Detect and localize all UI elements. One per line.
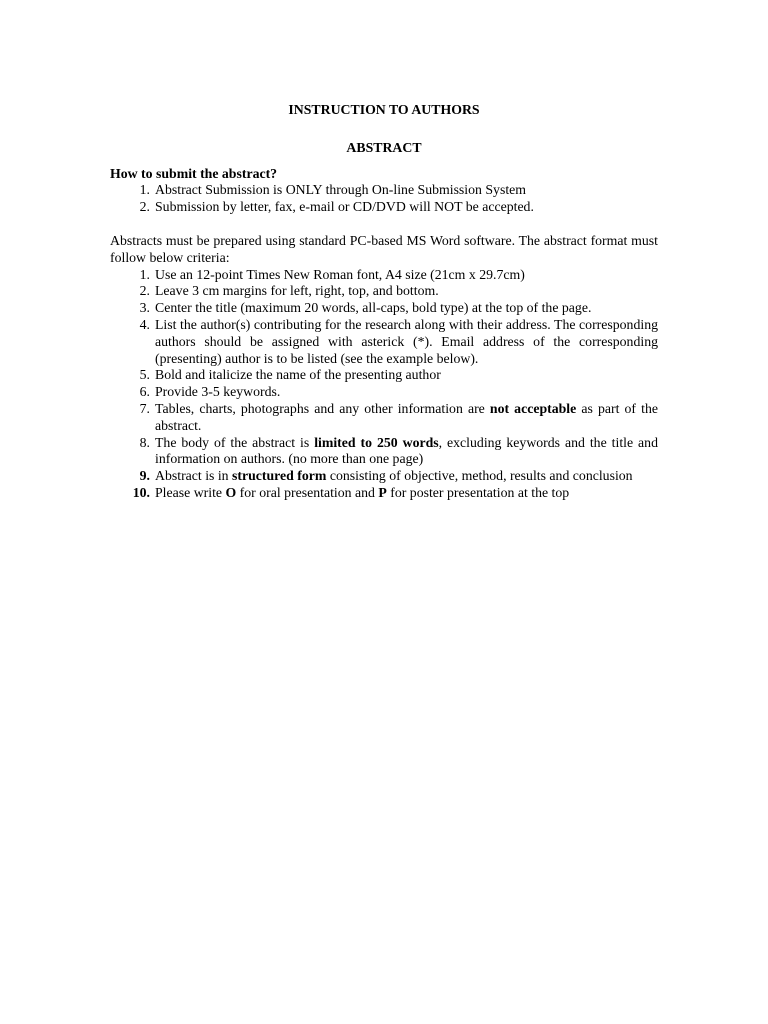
list-item-text: Abstract Submission is ONLY through On-line Submission System: [155, 182, 527, 198]
text-segment: consisting of objective, method, results and conclusion: [326, 468, 633, 484]
bold-text: O: [225, 484, 237, 500]
text-segment: for poster presentation at the top: [386, 484, 570, 500]
list-item-text: [155, 300, 591, 315]
list-item-text: [155, 468, 633, 483]
document-page: [110, 102, 658, 502]
list-item-number: 2.: [139, 283, 150, 299]
bold-text: limited to 250 words: [314, 434, 439, 450]
text-segment: Bold and italicize the name of the presenting author: [155, 367, 441, 383]
list-item-text: [155, 435, 658, 467]
list-item-text: [155, 384, 280, 399]
submit-heading: How to submit the abstract?: [110, 165, 278, 181]
bold-text: P: [378, 484, 387, 500]
list-item: [110, 401, 658, 435]
text-segment: The body of the abstract is: [155, 434, 315, 450]
text-segment: as part of the abstract.: [155, 400, 658, 433]
list-item: [110, 182, 658, 199]
list-item-number: 6.: [139, 384, 150, 400]
list-item: [110, 435, 658, 469]
text-segment: Provide 3-5 keywords.: [155, 384, 281, 400]
list-item-text: [155, 317, 658, 366]
bold-text: structured form: [232, 468, 327, 484]
list-item-text: [155, 367, 441, 382]
text-segment: Center the title (maximum 20 words, all-caps, bold type) at the top of the page.: [155, 300, 592, 316]
list-item-number: 5.: [139, 367, 150, 383]
submit-list: [110, 182, 658, 216]
text-segment: Abstract is in: [155, 468, 233, 484]
list-item-number: 4.: [139, 316, 150, 332]
list-item-number: 10.: [132, 484, 150, 500]
text-segment: Use an 12-point Times New Roman font, A4 size (21cm x 29.7cm): [155, 266, 525, 282]
list-item-number: 7.: [139, 400, 150, 416]
list-item: [110, 267, 658, 284]
list-item: [110, 367, 658, 384]
list-item: [110, 199, 658, 216]
list-item-number: 8.: [139, 434, 150, 450]
list-item: [110, 317, 658, 367]
list-item-number: 2.: [139, 199, 150, 215]
list-item-text: [155, 283, 439, 298]
text-segment: Tables, charts, photographs and any other information are: [155, 400, 490, 416]
list-item: [110, 300, 658, 317]
list-item: [110, 283, 658, 300]
bold-text: not acceptable: [489, 400, 577, 416]
section-title: ABSTRACT: [346, 139, 422, 155]
list-item-number: 1.: [139, 266, 150, 282]
text-segment: List the author(s) contributing for the research along with their address. The corresponding authors should be assigned with asterick (*). Email address of the corresponding (presenting) author is to be listed (see the example below).: [155, 316, 658, 366]
list-item-number: 1.: [139, 182, 150, 198]
list-item-number: 3.: [139, 300, 150, 316]
list-item: [110, 485, 658, 502]
text-segment: , excluding keywords and the title and information on authors. (no more than one page): [155, 434, 658, 467]
text-segment: Leave 3 cm margins for left, right, top, and bottom.: [155, 283, 439, 299]
criteria-list: [110, 267, 658, 502]
intro-paragraph: Abstracts must be prepared using standard PC-based MS Word software. The abstract format must follow below criteria:: [110, 232, 658, 265]
list-item-text: [155, 267, 525, 282]
list-item-text: [155, 485, 569, 500]
list-item: [110, 384, 658, 401]
text-segment: for oral presentation and: [236, 484, 379, 500]
list-item: [110, 468, 658, 485]
text-segment: Please write: [155, 484, 226, 500]
document-title: INSTRUCTION TO AUTHORS: [288, 102, 480, 117]
list-item-text: Submission by letter, fax, e-mail or CD/DVD will NOT be accepted.: [155, 199, 534, 215]
list-item-number: 9.: [139, 468, 150, 484]
list-item-text: [155, 401, 658, 433]
